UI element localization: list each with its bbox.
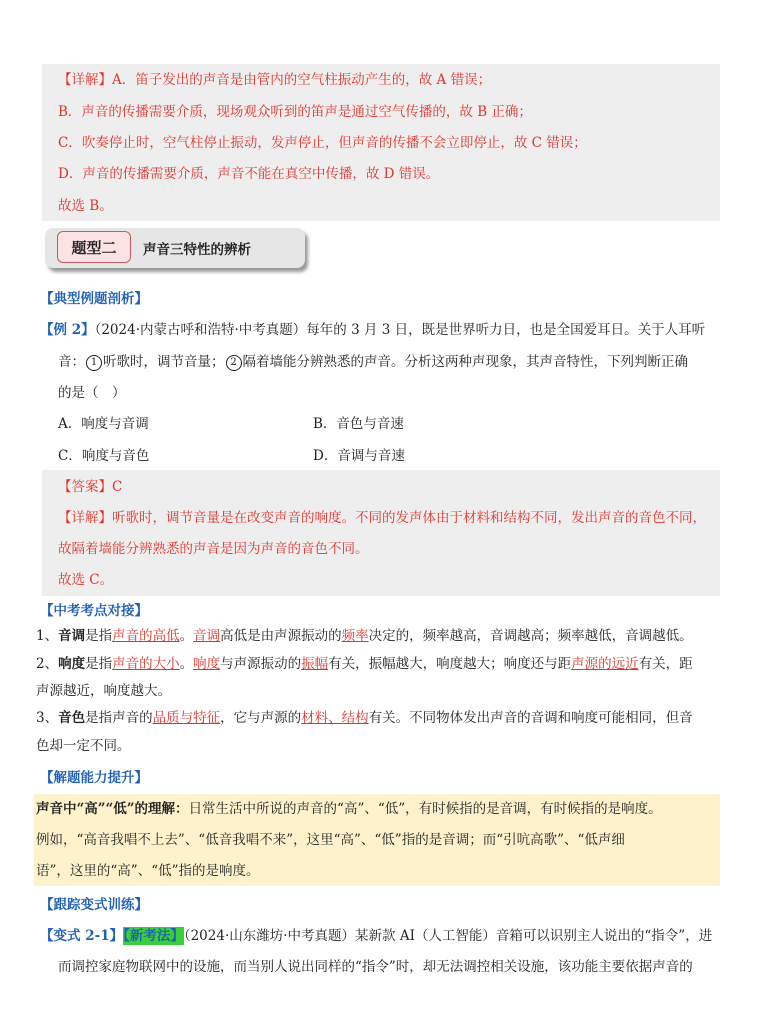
example-line3: 的是（ ） [58, 385, 126, 401]
example-question-line-1 [40, 321, 705, 339]
example-line2-b: 听歌时，调节音量； [103, 354, 225, 370]
option-a: A．响度与音调 [58, 416, 149, 432]
option-d: D．音调与音速 [313, 448, 405, 464]
top-detail-line-c: C．吹奏停止时，空气柱停止振动，发声停止，但声音的传播不会立即停止，故 C 错误； [58, 135, 587, 151]
exam-points-heading: 【中考考点对接】 [40, 603, 148, 619]
top-detail-line-d: D．声音的传播需要介质，声音不能在真空中传播，故 D 错误。 [58, 166, 440, 182]
typical-heading: 【典型例题剖析】 [40, 291, 148, 307]
ability-line-3: 语”，这里的“高”、“低”指的是响度。 [36, 863, 260, 879]
point-1-text-4: 决定的，频率越高，音调越高；频率越低，音调越低。 [368, 628, 693, 644]
training-line-1 [40, 927, 712, 945]
point-1-underline-3: 频率 [341, 628, 369, 644]
circle-number-2: 2 [226, 355, 242, 371]
exam-point-2-line-2: 声源越近，响度越大。 [36, 683, 171, 699]
new-method-tag: 【新考法】 [123, 928, 184, 944]
section-title: 声音三特性的辨析 [143, 242, 251, 258]
training-text-1: （2024·山东潍坊·中考真题）某新款 AI（人工智能）音箱可以识别主人说出的“指令”，进 [183, 928, 713, 944]
training-line-2: 而调控家庭物联网中的设施，而当别人说出同样的“指令”时，却无法调控相关设施，该功能主要依据声音的 [58, 959, 693, 975]
example-line2-c: 隔着墙能分辨熟悉的声音。分析这两种声现象，其声音特性，下列判断正确 [242, 354, 688, 370]
exam-point-1 [36, 627, 693, 645]
section-header [45, 228, 305, 268]
training-tag: 【变式 2-1】 [40, 928, 124, 944]
point-2-term: 响度 [58, 656, 86, 672]
option-c: C．响度与音色 [58, 448, 150, 464]
option-b: B．音色与音速 [313, 416, 404, 432]
point-3-text-2: ，它与声源的 [220, 710, 302, 726]
point-2-text-5: 有关，距 [638, 656, 693, 672]
point-1-text-3: 高低是由声源振动的 [220, 628, 342, 644]
answer-box [42, 470, 720, 596]
point-2-text-1: 是指 [85, 656, 113, 672]
point-2-text-3: 与声源振动的 [220, 656, 302, 672]
point-2-text-2: 。 [179, 656, 194, 672]
section-badge: 题型二 [57, 231, 131, 263]
point-2-underline-2: 响度 [193, 656, 221, 672]
point-2-underline-3: 振幅 [301, 656, 329, 672]
point-3-text-1: 是指声音的 [85, 710, 153, 726]
point-3-text-3: 有关。不同物体发出声音的音调和响度可能相同，但音 [368, 710, 693, 726]
point-2-underline-1: 声音的大小 [112, 656, 180, 672]
point-3-term: 音色 [58, 710, 86, 726]
top-detail-line-a: 【详解】A．笛子发出的声音是由管内的空气柱振动产生的，故 A 错误； [58, 72, 492, 88]
example-tag: 【例 2】 [40, 322, 95, 338]
ability-bold-lead: 声音中“高”“低”的理解： [36, 801, 189, 817]
point-2-underline-4: 声源的远近 [571, 656, 639, 672]
answer-detail-1: 【详解】听歌时，调节音量是在改变声音的响度。不同的发声体由于材料和结构不同，发出声音的音色不同， [58, 510, 706, 526]
point-1-text-2: 。 [179, 628, 194, 644]
ability-heading: 【解题能力提升】 [40, 770, 148, 786]
top-detail-conclusion: 故选 B。 [58, 198, 113, 214]
ability-line-1 [36, 800, 662, 818]
ability-line-2: 例如，“高音我唱不上去”、“低音我唱不来”，这里“高”、“低”指的是音调；而“引吭高歌”、“低声细 [36, 832, 625, 848]
point-2-number: 2、 [36, 656, 59, 672]
top-detail-line-b: B．声音的传播需要介质，现场观众听到的笛声是通过空气传播的，故 B 正确； [58, 104, 532, 120]
example-line2-a: 音： [58, 354, 85, 370]
exam-point-3 [36, 709, 693, 727]
exam-point-3-line-2: 色却一定不同。 [36, 738, 131, 754]
point-2-text-4: 有关，振幅越大，响度越大；响度还与距 [328, 656, 572, 672]
point-1-text-1: 是指 [85, 628, 113, 644]
point-1-underline-2: 音调 [193, 628, 221, 644]
answer-text: 【答案】C [58, 479, 123, 495]
point-1-underline-1: 声音的高低 [112, 628, 180, 644]
point-1-number: 1、 [36, 628, 59, 644]
training-heading: 【跟踪变式训练】 [40, 897, 148, 913]
circle-number-1: 1 [86, 355, 102, 371]
example-question-line-2 [58, 353, 688, 371]
exam-point-2 [36, 655, 693, 673]
point-3-underline-1: 品质与特征 [152, 710, 221, 726]
point-3-number: 3、 [36, 710, 59, 726]
point-1-term: 音调 [58, 628, 86, 644]
answer-conclusion: 故选 C。 [58, 572, 114, 588]
point-3-underline-2: 材料、结构 [301, 710, 369, 726]
answer-detail-2: 故隔着墙能分辨熟悉的声音是因为声音的音色不同。 [58, 541, 369, 557]
ability-text-1: 日常生活中所说的声音的“高”、“低”，有时候指的是音调，有时候指的是响度。 [188, 801, 662, 817]
example-line1: （2024·内蒙古呼和浩特·中考真题）每年的 3 月 3 日，既是世界听力日，也是全国爱耳日。关于人耳听 [94, 322, 706, 338]
